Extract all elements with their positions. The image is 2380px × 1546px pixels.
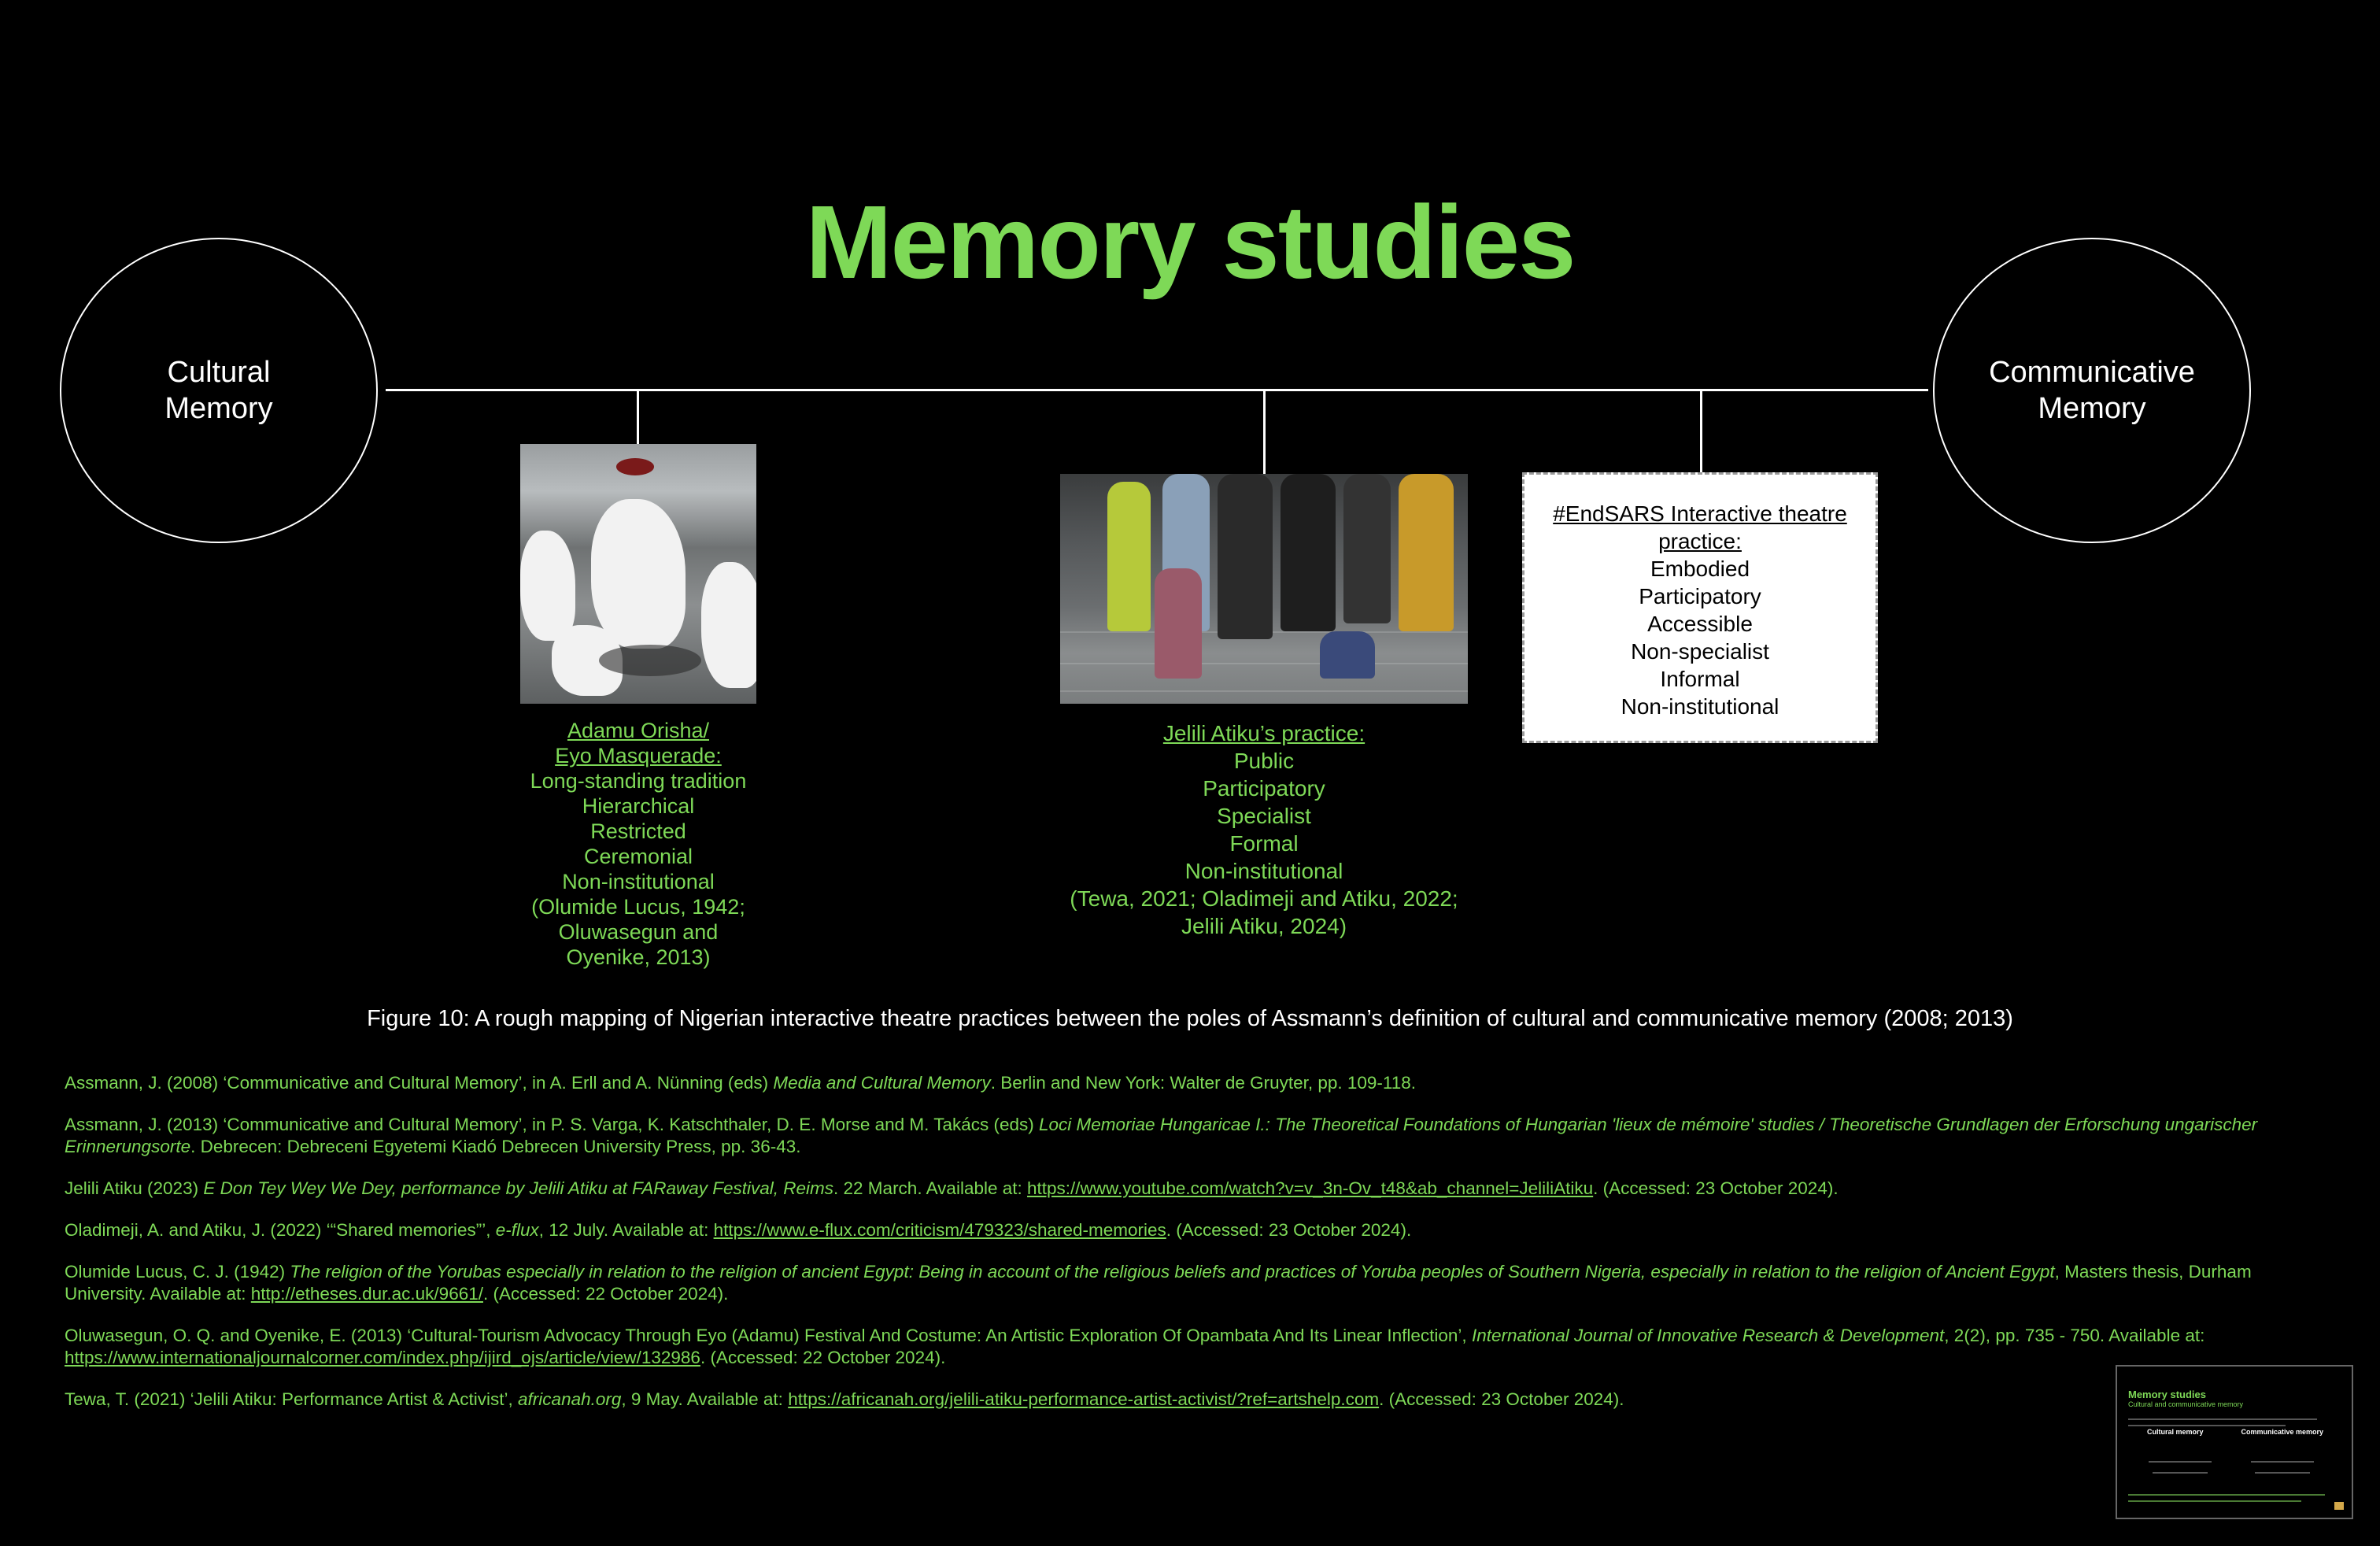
reference-link[interactable]: https://www.youtube.com/watch?v=v_3n-Ov_t48&ab_channel=JeliliAtiku: [1027, 1178, 1594, 1198]
jelili-atiku-performance-photo: [1060, 474, 1468, 704]
cultural-memory-pole: [60, 238, 378, 543]
node-attribute: Specialist: [1217, 804, 1311, 828]
node-heading: Eyo Masquerade:: [555, 744, 722, 767]
node-attribute: Public: [1233, 749, 1295, 773]
connector-line-3: [1700, 389, 1702, 474]
reference-item: Assmann, J. (2013) ‘Communicative and Cultural Memory’, in P. S. Varga, K. Katschthaler, D. E. Morse and M. Takács (eds) Loci Memoriae Hungaricae I.: The Theoretical Foundations of Hungarian 'lieux de mémoire' studies / Theoretische Grundlagen der Erforschung ungarischer Erinnerungsorte. Debrecen: Debreceni Egyetemi Kiadó Debrecen University Press, pp. 36-43.: [65, 1115, 2258, 1156]
node-attribute: Non-specialist: [1631, 639, 1769, 664]
reference-item: Jelili Atiku (2023) E Don Tey Wey We Dey, performance by Jelili Atiku at FARaway Festival, Reims. 22 March. Available at: https://www.youtube.com/watch?v=v_3n-Ov_t48&ab_channel=JeliliAtiku. (Accessed: 23 October 2024).: [65, 1178, 1839, 1198]
node-attribute: Hierarchical: [582, 794, 695, 818]
communicative-memory-pole: [1933, 238, 2251, 543]
node-citation: Oluwasegun and: [558, 920, 719, 944]
reference-item: Assmann, J. (2008) ‘Communicative and Cultural Memory’, in A. Erll and A. Nünning (eds) Media and Cultural Memory. Berlin and New York: Walter de Gruyter, pp. 109-118.: [65, 1073, 1417, 1093]
node-heading: Adamu Orisha/: [567, 719, 710, 742]
node-heading: #EndSARS Interactive theatre: [1553, 501, 1847, 526]
node-attribute: Embodied: [1650, 557, 1750, 581]
connector-line-2: [1263, 389, 1266, 474]
reference-link[interactable]: https://africanah.org/jelili-atiku-performance-artist-activist/?ref=artshelp.com: [788, 1389, 1380, 1409]
endsars-practice-box: [1522, 472, 1878, 743]
reference-item: Olumide Lucus, C. J. (1942) The religion of the Yorubas especially in relation to the religion of ancient Egypt: Being in account of the religious beliefs and practices of Yoruba peoples of Southern Nigeria, especially in relation to the religion of Ancient Egypt, Masters thesis, Durham University. Available at: http://etheses.dur.ac.uk/9661/. (Accessed: 22 October 2024).: [65, 1262, 2252, 1304]
jelili-atiku-caption: [1023, 719, 1505, 940]
node-citation: (Olumide Lucus, 1942;: [531, 895, 745, 919]
reference-list: [65, 1072, 2323, 1430]
node-attribute: Participatory: [1203, 776, 1325, 801]
reference-link[interactable]: https://www.internationaljournalcorner.com/index.php/ijird_ojs/article/view/132986: [65, 1348, 700, 1367]
node-citation: Oyenike, 2013): [566, 945, 711, 969]
node-attribute: Participatory: [1639, 584, 1761, 608]
node-citation: Jelili Atiku, 2024): [1181, 914, 1347, 938]
node-attribute: Long-standing tradition: [530, 769, 747, 793]
node-attribute: Non-institutional: [1184, 859, 1343, 883]
slide-badge-icon: [2334, 1502, 2344, 1510]
reference-item: Oladimeji, A. and Atiku, J. (2022) ‘“Shared memories”’, e-flux, 12 July. Available at: https://www.e-flux.com/criticism/479323/shared-memories. (Accessed: 23 October 2024).: [65, 1220, 1412, 1240]
node-attribute: Formal: [1229, 831, 1299, 856]
node-attribute: Non-institutional: [1621, 694, 1779, 719]
pole-label-line: Memory: [164, 392, 273, 425]
thumbnail-subtitle: Cultural and communicative memory: [2128, 1400, 2244, 1408]
reference-link[interactable]: http://etheses.dur.ac.uk/9661/: [250, 1284, 483, 1304]
node-citation: (Tewa, 2021; Oladimeji and Atiku, 2022;: [1070, 886, 1458, 911]
thumbnail-col-communicative: Communicative memory: [2241, 1428, 2323, 1436]
memory-axis-line: [386, 389, 1928, 391]
pole-label-line: Memory: [2038, 392, 2146, 425]
pole-label-line: Cultural: [167, 356, 271, 389]
reference-item: Oluwasegun, O. Q. and Oyenike, E. (2013) ‘Cultural-Tourism Advocacy Through Eyo (Adamu) Festival And Costume: An Artistic Exploration Of Opambata And Its Linear Inflection’, International Journal of Innovative Research & Development, 2(2), pp. 735 - 750. Available at: https://www.internationaljournalcorner.com/index.php/ijird_ojs/article/view/132986. (Accessed: 22 October 2024).: [65, 1326, 2205, 1367]
eyo-masquerade-caption: [480, 718, 796, 970]
node-attribute: Accessible: [1647, 612, 1753, 636]
thumbnail-title: Memory studies: [2128, 1389, 2206, 1400]
reference-link[interactable]: https://www.e-flux.com/criticism/479323/shared-memories: [713, 1220, 1166, 1240]
pole-label-line: Communicative: [1989, 356, 2195, 389]
node-heading: practice:: [1658, 529, 1742, 553]
page-title: Memory studies: [805, 184, 1575, 300]
next-slide-thumbnail[interactable]: [2116, 1365, 2353, 1519]
node-attribute: Ceremonial: [583, 845, 693, 868]
reference-item: Tewa, T. (2021) ‘Jelili Atiku: Performance Artist & Activist’, africanah.org, 9 May. Available at: https://africanah.org/jelili-atiku-performance-artist-activist/?ref=artshelp.com. (Accessed: 23 October 2024).: [65, 1389, 1624, 1409]
connector-line-1: [637, 389, 639, 444]
node-heading: Jelili Atiku’s practice:: [1162, 721, 1366, 745]
eyo-masquerade-photo: [520, 444, 756, 704]
node-attribute: Non-institutional: [562, 870, 715, 893]
thumbnail-col-cultural: Cultural memory: [2146, 1428, 2204, 1436]
node-attribute: Informal: [1660, 667, 1740, 691]
figure-caption: Figure 10: A rough mapping of Nigerian interactive theatre practices between the poles of Assmann’s definition of cultural and communicative memory (2008; 2013): [367, 1006, 2013, 1031]
node-attribute: Restricted: [590, 819, 686, 843]
